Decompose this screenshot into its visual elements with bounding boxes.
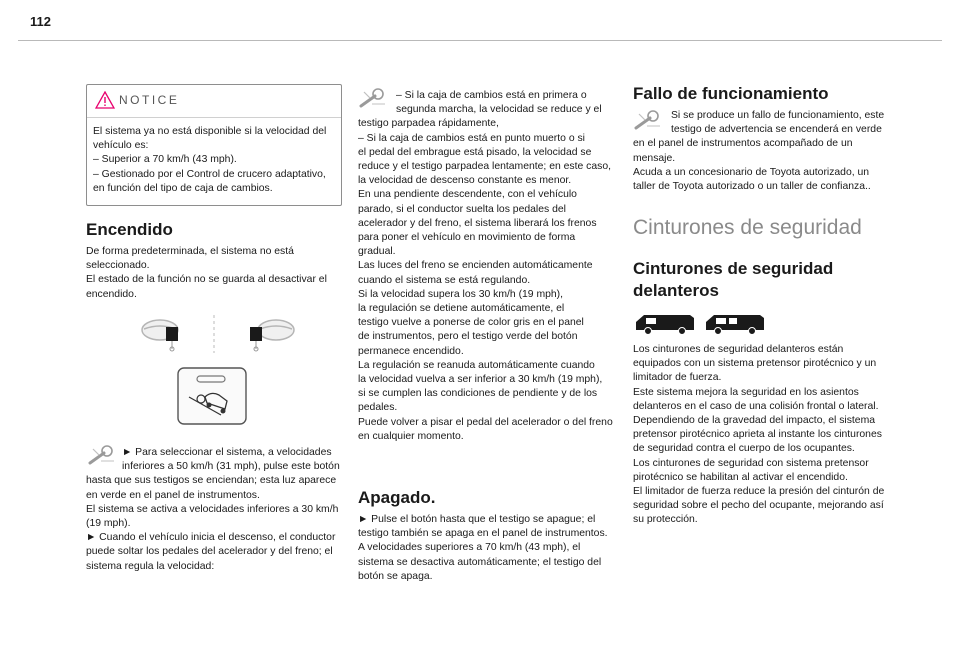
text-line: inferiores a 50 km/h (31 mph), pulse este botón (122, 461, 340, 473)
page-number: 112 (30, 14, 51, 29)
notice-text (93, 125, 337, 196)
text-line: testigo vuelve a ponerse de color gris en el panel (358, 317, 584, 329)
text-line: la regulación se detiene automáticamente, el (358, 303, 565, 315)
text-line: De forma predeterminada, el sistema no está (86, 246, 294, 257)
section-title: Cinturones de seguridad (633, 216, 862, 239)
warning-triangle-icon (95, 91, 115, 109)
text-line: la velocidad vuelva a ser inferior a 30 km/h (19 mph), (358, 374, 603, 386)
text-line: – Si la caja de cambios está en primera o (396, 90, 587, 101)
text-line: Este sistema mejora la seguridad en los asientos (633, 386, 859, 398)
text-line: seleccionado. (86, 260, 150, 272)
text-line: Puede volver a pisar el pedal del acelerador o del freno (358, 416, 613, 428)
text-line: en el panel de instrumentos acompañado de un (633, 138, 853, 150)
text-line: taller de Toyota autorizado o un taller de confianza.. (633, 181, 871, 193)
text-line: de seguridad contra el cuerpo de los ocupantes. (633, 443, 855, 455)
text-line: En una pendiente descendente, con el vehículo (358, 189, 577, 201)
text-line: limitador de fuerza. (633, 372, 722, 384)
text-line: pretensor pirotécnico aprieta al instante los cinturones (633, 429, 882, 441)
text-line: en cualquier momento. (358, 430, 464, 442)
text-line: equipados con un sistema pretensor pirotécnico y un (633, 358, 877, 370)
select-text (86, 446, 344, 574)
notice-line: vehículo es: (93, 140, 149, 152)
fallo-text (633, 109, 891, 194)
text-line: – Si la caja de cambios está en punto muerto o si (358, 132, 585, 144)
text-line: sistema regula la velocidad: (86, 560, 215, 572)
text-line: cuando el sistema se está regulando. (358, 274, 531, 286)
text-line: acelerador y del freno, el sistema liberará los frenos (358, 217, 597, 229)
text-line: testigo de advertencia se encenderá en verde (671, 124, 882, 136)
text-line: su protección. (633, 514, 698, 526)
text-line: Los cinturones de seguridad con sistema pretensor (633, 457, 869, 469)
notice-divider (87, 117, 341, 118)
text-line: pirotécnico se habilitan al activar el encendido. (633, 471, 848, 483)
cinturones-heading (633, 258, 833, 302)
encendido-text (86, 245, 344, 302)
text-line: seguridad sobre el pecho del ocupante, mejorando así (633, 500, 884, 512)
text-line: Los cinturones de seguridad delanteros están (633, 344, 844, 355)
text-line: El sistema se activa a velocidades inferiores a 30 km/h (86, 503, 339, 515)
cinturones-text (633, 343, 891, 528)
van-icon (634, 310, 770, 336)
apagado-heading: Apagado. (358, 488, 436, 507)
text-line: para poner el vehículo en movimiento de forma (358, 232, 576, 244)
text-line: mensaje. (633, 152, 676, 164)
text-line: Si la velocidad supera los 30 km/h (19 mph), (358, 288, 564, 300)
text-line: sistema se desactiva automáticamente; el testigo del (358, 556, 602, 568)
text-line: reduce y el testigo parpadea lentamente; en este caso, (358, 161, 612, 173)
notice-line: – Superior a 70 km/h (43 mph). (93, 154, 237, 166)
text-line: en verde en el panel de instrumentos. (86, 489, 260, 501)
notice-line: – Gestionado por el Control de crucero adaptativo, (93, 168, 326, 180)
text-line: El limitador de fuerza reduce la presión del cinturón de (633, 486, 885, 498)
notice-line: El sistema ya no está disponible si la velocidad del (93, 126, 327, 137)
encendido-heading: Encendido (86, 220, 173, 239)
text-line: permanece encendido. (358, 345, 464, 357)
steering-wheel-icon (138, 313, 298, 355)
text-line: El estado de la función no se guarda al desactivar el (86, 274, 327, 286)
fallo-heading: Fallo de funcionamiento (633, 84, 829, 103)
text-line: la velocidad de descenso constante es menor. (358, 175, 572, 187)
text-line: de instrumentos, pero el testigo verde del botón (358, 331, 578, 343)
text-line: testigo también se apaga en el panel de instrumentos. (358, 528, 608, 540)
text-line: La regulación se reanuda automáticamente cuando (358, 359, 595, 371)
text-line: ► Para seleccionar el sistema, a velocidades (122, 447, 332, 458)
apagado-text (358, 513, 616, 584)
text-line: el pedal del embrague está pisado, la velocidad se (358, 146, 592, 158)
header-divider (18, 40, 942, 41)
text-line: parado, si el conductor suelta los pedales del (358, 203, 566, 215)
heading-line: delanteros (633, 281, 719, 300)
text-line: Dependiendo de la gravedad del impacto, el sistema (633, 415, 876, 427)
heading-line: Cinturones de seguridad (633, 259, 834, 278)
notice-line: en función del tipo de caja de cambios. (93, 182, 273, 194)
text-line: puede soltar los pedales del acelerador y del freno; el (86, 546, 333, 558)
text-line: ► Cuando el vehículo inicia el descenso, el conductor (86, 532, 336, 544)
text-line: A velocidades superiores a 70 km/h (43 mph), el (358, 542, 581, 554)
text-line: pedales. (358, 402, 398, 414)
text-line: segunda marcha, la velocidad se reduce y el (396, 104, 602, 116)
text-line: encendido. (86, 288, 137, 300)
descent-text (358, 89, 616, 444)
text-line: Las luces del freno se encienden automáticamente (358, 260, 593, 272)
notice-box (86, 84, 342, 206)
text-line: gradual. (358, 246, 396, 258)
notice-title: NOTICE (119, 93, 180, 107)
text-line: si se cumplen las condiciones de pendiente y de los (358, 388, 598, 400)
text-line: hasta que sus testigos se enciendan; esta luz aparece (86, 475, 337, 487)
notice-header (87, 85, 341, 117)
hill-descent-button-icon (177, 367, 247, 425)
text-line: Si se produce un fallo de funcionamiento, este (671, 110, 885, 121)
text-line: delanteros en el caso de una colisión frontal o lateral. (633, 400, 879, 412)
text-line: Acuda a un concesionario de Toyota autorizado, un (633, 166, 870, 178)
text-line: testigo parpadea rápidamente, (358, 118, 499, 130)
text-line: botón se apaga. (358, 570, 433, 582)
text-line: (19 mph). (86, 518, 131, 530)
text-line: ► Pulse el botón hasta que el testigo se apague; el (358, 514, 596, 525)
